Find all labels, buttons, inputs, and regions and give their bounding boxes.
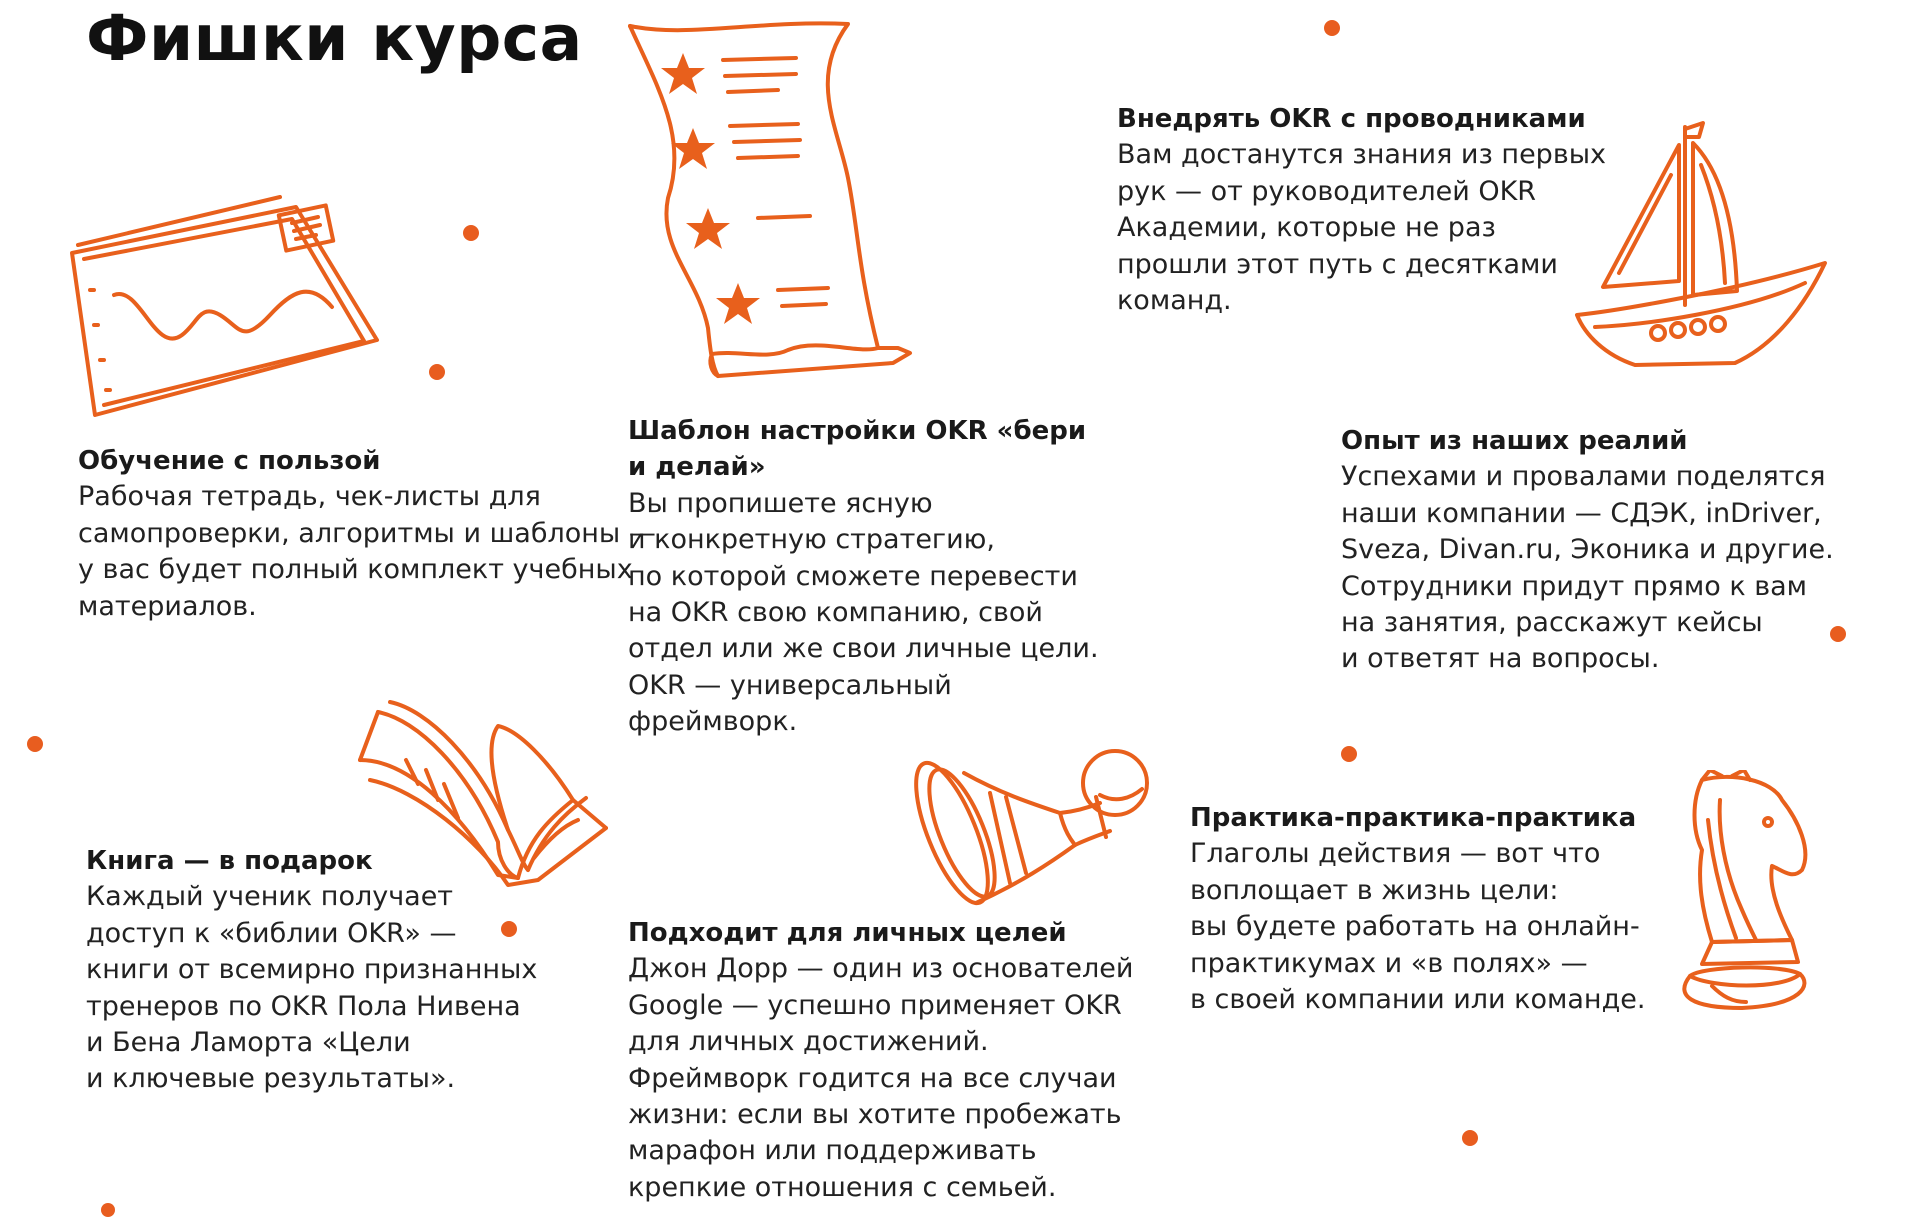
description-line: Фреймворк годится на все случаи <box>628 1062 1117 1094</box>
feature-experience <box>1341 423 1834 678</box>
description-line: вы будете работать на онлайн- <box>1190 911 1640 943</box>
description-line: тренеров по OKR Пола Нивена <box>86 990 521 1022</box>
feature-title: Практика-практика-практика <box>1190 803 1637 833</box>
description-line: Успехами и провалами поделятся <box>1341 461 1826 493</box>
description-line: и ключевые результаты». <box>86 1063 456 1095</box>
feature-book <box>86 843 537 1098</box>
feature-title <box>628 413 1099 486</box>
description-line: Вам достанутся знания из первых <box>1117 139 1607 171</box>
description-line: Сотрудники придут прямо к вам <box>1341 570 1808 602</box>
feature-description <box>628 486 1099 741</box>
description-line: OKR — универсальный <box>628 669 952 701</box>
description-line: фреймворк. <box>628 706 798 738</box>
description-line: Глаголы действия — вот что <box>1190 838 1601 870</box>
feature-description <box>628 951 1133 1206</box>
fallen-pawn-icon <box>910 733 1150 923</box>
description-line: Каждый ученик получает <box>86 881 454 913</box>
feature-title: Подходит для личных целей <box>628 918 1067 948</box>
description-line: марафон или поддерживать <box>628 1135 1037 1167</box>
decor-dot <box>1462 1130 1478 1146</box>
feature-title: Книга — в подарок <box>86 846 373 876</box>
feature-personal <box>628 915 1133 1206</box>
decor-dot <box>101 1203 115 1217</box>
description-line: жизни: если вы хотите пробежать <box>628 1099 1122 1131</box>
feature-guides <box>1117 101 1606 319</box>
description-line: самопроверки, алгоритмы и шаблоны — <box>78 517 656 549</box>
decor-dot <box>27 736 43 752</box>
description-line: для личных достижений. <box>628 1026 989 1058</box>
description-line: и Бена Ламорта «Цели <box>86 1027 411 1059</box>
description-line: Рабочая тетрадь, чек-листы для <box>78 481 541 513</box>
title-line: и делай» <box>628 452 766 483</box>
feature-title: Внедрять OKR с проводниками <box>1117 104 1586 134</box>
feature-title: Опыт из наших реалий <box>1341 426 1688 456</box>
description-line: Академии, которые не раз <box>1117 212 1496 244</box>
description-line: и ответят на вопросы. <box>1341 643 1660 675</box>
description-line: у вас будет полный комплект учебных <box>78 554 633 586</box>
feature-description <box>1190 836 1645 1018</box>
description-line: на OKR свою компанию, свой <box>628 597 1043 629</box>
chess-knight-icon <box>1672 770 1817 1015</box>
description-line: крепкие отношения с семьей. <box>628 1171 1057 1203</box>
description-line: команд. <box>1117 285 1232 317</box>
postcard-chart-icon <box>70 195 380 420</box>
title-line: Шаблон настройки OKR «бери <box>628 416 1087 446</box>
scroll-stars-icon <box>628 18 918 388</box>
description-line: на занятия, расскажут кейсы <box>1341 607 1763 639</box>
description-line: и конкретную стратегию, <box>628 524 995 556</box>
decor-dot <box>1324 20 1340 36</box>
feature-title: Обучение с пользой <box>78 446 381 476</box>
description-line: рук — от руководителей OKR <box>1117 175 1537 207</box>
description-line: Google — успешно применяет OKR <box>628 989 1122 1021</box>
description-line: Sveza, Divan.ru, Эконика и другие. <box>1341 534 1834 566</box>
sailboat-icon <box>1575 115 1835 370</box>
decor-dot <box>1341 746 1357 762</box>
description-line: Вы пропишете ясную <box>628 487 933 519</box>
description-line: воплощает в жизнь цели: <box>1190 874 1559 906</box>
description-line: книги от всемирно признанных <box>86 954 538 986</box>
page-title: Фишки курса <box>86 2 583 75</box>
feature-description <box>1117 137 1606 319</box>
description-line: отдел или же свои личные цели. <box>628 633 1099 665</box>
description-line: доступ к «библии OKR» — <box>86 917 457 949</box>
description-line: в своей компании или команде. <box>1190 984 1646 1016</box>
description-line: практикумах и «в полях» — <box>1190 947 1588 979</box>
description-line: по которой сможете перевести <box>628 560 1078 592</box>
feature-template <box>628 413 1099 741</box>
feature-description <box>78 479 656 625</box>
feature-learning <box>78 443 656 625</box>
feature-description <box>86 879 537 1097</box>
description-line: наши компании — СДЭК, inDriver, <box>1341 497 1822 529</box>
description-line: материалов. <box>78 590 257 622</box>
decor-dot <box>463 225 479 241</box>
description-line: Джон Дорр — один из основателей <box>628 953 1134 985</box>
feature-description <box>1341 459 1834 677</box>
description-line: прошли этот путь с десятками <box>1117 248 1558 280</box>
decor-dot <box>429 364 445 380</box>
feature-practice <box>1190 800 1645 1018</box>
